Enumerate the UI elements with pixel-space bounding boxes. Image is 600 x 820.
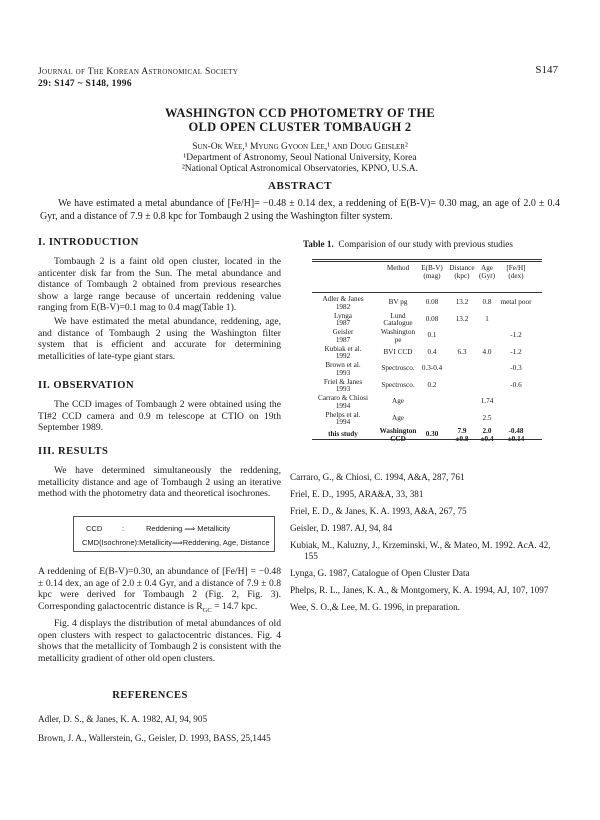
- table-rule-top-2: [312, 261, 542, 262]
- results-paragraph-3: Fig. 4 displays the distribution of metal abundances of old open clusters with respect to galactocentric distances. Fig. 4 shows that the metallicity of Tombaugh 2 is consistent with the metallicity gradient of other old open clusters.: [38, 618, 281, 665]
- table-cell: 0.08: [425, 314, 439, 323]
- introduction-body: [38, 256, 281, 364]
- abstract-heading: ABSTRACT: [268, 180, 332, 192]
- table-row-label: this study: [328, 430, 358, 438]
- table-cell: 7.9 ±0.8: [455, 427, 469, 443]
- table-cell: 1.74: [480, 397, 494, 405]
- table-header-cell: Age (Gyr): [479, 264, 495, 280]
- results-paragraph-1: We have determined simultaneously the reddening, metallicity distance and age of Tombaugh 2 using an iterative method with the photometry data and theoretical isochrones.: [38, 465, 281, 500]
- intro-paragraph-1: Tombaugh 2 is a faint old open cluster, located in the anticenter disk far from the Sun. The metal abundance and distance of Tombaugh 2 obtained from previous researches show a large range because of uncertain reddening value ranging from E(B-V)=0.1 mag to 0.4 mag(Table 1).: [38, 256, 281, 314]
- results-body-1: [38, 465, 281, 502]
- table-cell: 0.08: [425, 298, 439, 306]
- reference-item: Friel, E. D., & Janes, K. A. 1993, A&A, 267, 75: [290, 506, 467, 516]
- table-cell: -0.6: [510, 380, 522, 389]
- references-left: [38, 714, 288, 744]
- table-cell: metal poor: [500, 298, 532, 306]
- table-cell: -1.2: [510, 347, 522, 356]
- table-rule-top: [312, 259, 542, 260]
- table-cell: Age: [392, 397, 404, 405]
- method-row-ccd-flow: Reddening ⟹ Metallicity: [146, 524, 231, 533]
- table-row-label: Phelps et al. 1994: [325, 410, 361, 427]
- table-cell: 13.2: [455, 314, 469, 323]
- table-cell: 0.1: [427, 331, 437, 339]
- observation-paragraph: The CCD images of Tombaugh 2 were obtained using the TI#2 CCD camera and 0.9 m telescope at CTIO on 19th September 1989.: [38, 399, 281, 434]
- table-cell: -0.3: [510, 364, 522, 372]
- table-header-cell: Method: [386, 264, 410, 272]
- table-cell: 13.2: [455, 298, 469, 306]
- observation-body: [38, 399, 281, 436]
- page-number: S147: [535, 64, 558, 76]
- table-cell: Spectrosco.: [381, 364, 415, 372]
- table-cell: BV pg: [388, 298, 408, 306]
- table-header-cell: E(B-V) (mag): [421, 264, 443, 280]
- table-cell: 2.0 ±0.4: [480, 427, 494, 443]
- table-row-label: Kubiak et al. 1992: [324, 344, 362, 361]
- table-cell: 2.5: [482, 413, 492, 422]
- intro-paragraph-2: We have estimated the metal abundance, reddening, age, and distance of Tombaugh 2 using the Washington filter system that is efficient and accurate for determining metallicities of late-type giant stars.: [38, 315, 281, 362]
- affiliation-1: ¹Department of Astronomy, Seoul National University, Korea: [183, 153, 417, 163]
- method-row-ccd-label: CCD: [86, 524, 103, 533]
- reference-item: Lynga, G. 1987, Catalogue of Open Cluster Data: [290, 568, 470, 578]
- author-block: [0, 142, 600, 175]
- title-line-1: WASHINGTON CCD PHOTOMETRY OF THE: [164, 106, 436, 120]
- author-names: Sun-Ok Wee,¹ Myung Gyoon Lee,¹ and Doug Geisler²: [192, 142, 408, 152]
- table-cell: Washington CCD: [379, 427, 417, 443]
- reference-item: Adler, D. S., & Janes, K. A. 1982, AJ, 94, 905: [38, 714, 208, 724]
- affiliation-2: ²National Optical Astronomical Observatories, KPNO, U.S.A.: [181, 164, 419, 174]
- method-row-cmd: CMD(Isochrone):Metallicity⟹Reddening, Age, Distance: [82, 538, 270, 547]
- table-cell: -0.48 ±0.14: [507, 427, 525, 443]
- reference-item: Brown, J. A., Wallerstein, G., Geisler, D. 1993, BASS, 25,1445: [38, 733, 271, 743]
- references-heading: REFERENCES: [112, 690, 188, 701]
- journal-name: Journal of The Korean Astronomical Society: [38, 67, 239, 77]
- table-header-cell: [Fe/H] (dex): [506, 264, 526, 280]
- table-rule-header: [312, 292, 542, 293]
- table-row-label: Geisler 1987: [332, 328, 354, 344]
- table-cell: Age: [392, 413, 404, 422]
- table-row-label: Brown et al. 1993: [325, 361, 361, 377]
- title-line-2: OLD OPEN CLUSTER TOMBAUGH 2: [188, 120, 412, 134]
- results-paragraph-2: A reddening of E(B-V)=0.30, an abundance of [Fe/H] = −0.48 ± 0.14 dex, an age of 2.0 ± 0.4 Gyr, and a distance of 7.9 ± 0.8 kpc were derived for Tombaugh 2 (Fig. 2, Fig. 3). Corresponding galactocentric distance is $R_{GC} = 14.7$ kpc.: [38, 566, 281, 614]
- table-cell: 0.3-0.4: [421, 364, 443, 372]
- references-right: [290, 472, 552, 613]
- reference-item: Phelps, R. L., Janes, K. A., & Montgomery, K. A. 1994, AJ, 107, 1097: [290, 585, 549, 595]
- results-body-2: [38, 566, 281, 667]
- table-cell: Spectrosco.: [381, 380, 415, 389]
- table-cell: 0.2: [427, 380, 437, 389]
- table-caption-text: Comparision of our study with previous studies: [338, 239, 513, 249]
- table-cell: 1: [485, 314, 489, 323]
- table-cell: 0.30: [425, 430, 439, 438]
- reference-item: Friel, E. D., 1995, ARA&A, 33, 381: [290, 489, 424, 499]
- section-heading-observation: II. OBSERVATION: [38, 380, 135, 391]
- table-row-label: Adler & Janes 1982: [322, 295, 364, 311]
- reference-item: Kubiak, M., Kaluzny, J., Krzeminski, W., & Mateo, M. 1992. AcA. 42, 155: [290, 540, 551, 561]
- table-caption: [303, 239, 513, 249]
- table-cell: 6.3: [457, 347, 467, 356]
- reference-item: Carraro, G., & Chiosi, C. 1994, A&A, 287, 761: [290, 472, 465, 482]
- method-row-ccd-colon: :: [122, 524, 125, 533]
- method-diagram-box: [73, 516, 275, 552]
- reference-item: Wee, S. O.,& Lee, M. G. 1996, in preparation.: [290, 602, 460, 612]
- paper-title: [0, 106, 600, 134]
- journal-header: [38, 66, 238, 90]
- table-cell: BVI CCD: [383, 347, 413, 356]
- table-row-label: Carraro & Chiosi 1994: [318, 394, 368, 410]
- table-row-label: Friel & Janes 1993: [323, 377, 363, 394]
- section-heading-results: III. RESULTS: [38, 446, 109, 457]
- reference-item: Geisler, D. 1987. AJ, 94, 84: [290, 523, 393, 533]
- table-label: Table 1.: [303, 239, 334, 249]
- table-cell: 0.8: [482, 298, 492, 306]
- table-cell: 4.0: [482, 347, 492, 356]
- table-cell: -1.2: [510, 331, 522, 339]
- section-heading-introduction: I. INTRODUCTION: [38, 237, 139, 248]
- table-cell: 0.4: [427, 347, 437, 356]
- table-cell: Washington pe: [380, 328, 416, 344]
- table-cell: Lund Catalogue: [383, 311, 413, 328]
- abstract-text: We have estimated a metal abundance of [Fe/H]= −0.48 ± 0.14 dex, a reddening of E(B-V)= 0.30 mag, an age of 2.0 ± 0.4 Gyr, and a distance of 7.9 ± 0.8 kpc for Tombaugh 2 using the Washington filter system.: [40, 198, 560, 222]
- table-row-label: Lynga 1987: [334, 311, 352, 328]
- table-header-cell: Distance (kpc): [449, 264, 475, 280]
- volume-pages: 29: S147 ~ S148, 1996: [38, 79, 132, 89]
